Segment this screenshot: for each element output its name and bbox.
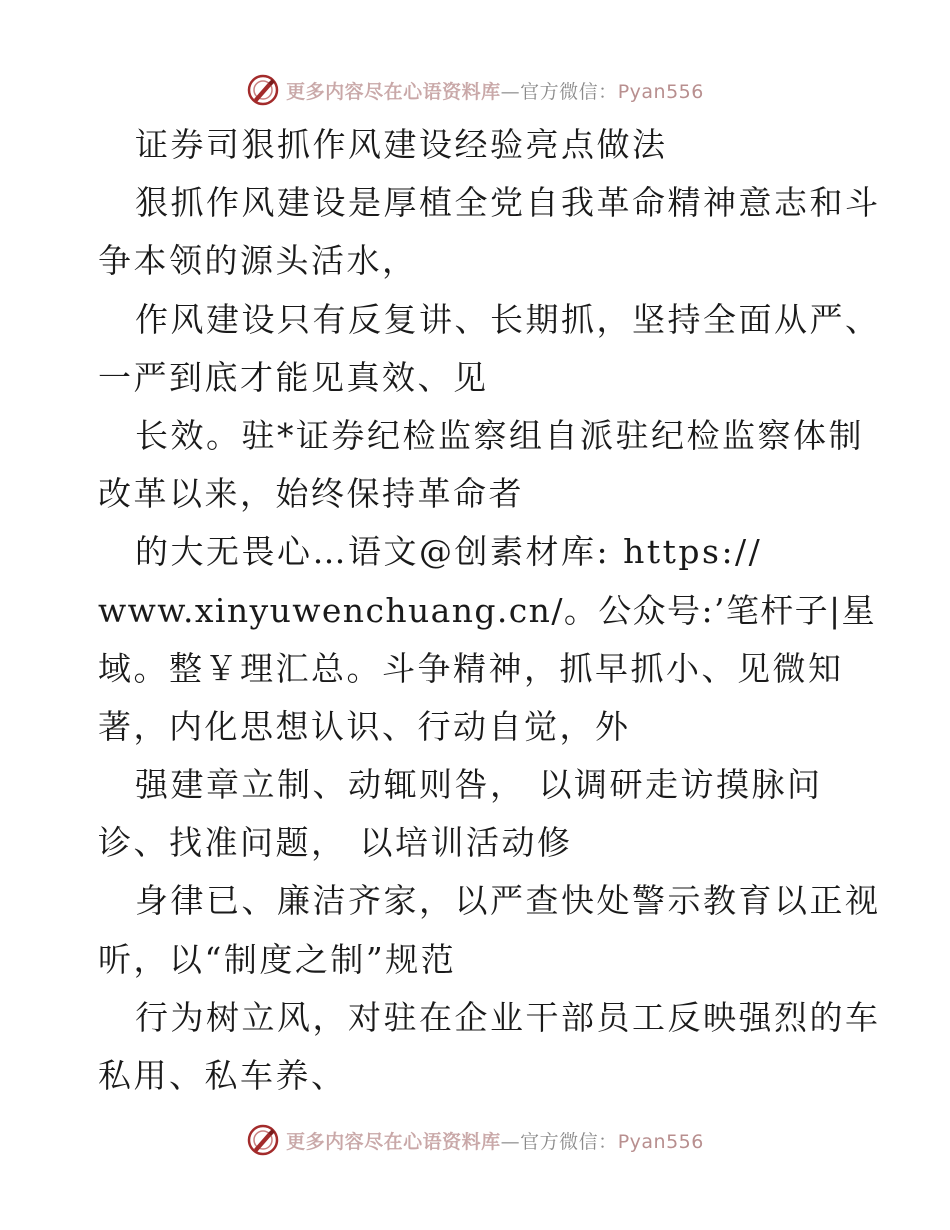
document-line: 身律已、廉洁齐家，以严查快处警示教育以正视 <box>135 881 881 921</box>
document-line: 听，以“制度之制”规范 <box>98 939 457 979</box>
document-line: 狠抓作风建设是厚植全党自我革命精神意志和斗 <box>135 183 881 223</box>
watermark-header <box>0 72 950 108</box>
watermark-text <box>286 77 704 104</box>
watermark-label: 官方微信： <box>520 80 618 103</box>
red-seal-logo-icon <box>246 1123 280 1157</box>
red-seal-logo-icon <box>246 73 280 107</box>
document-line: 作风建设只有反复讲、长期抓，坚持全面从严、 <box>135 299 881 339</box>
watermark-separator: — <box>500 80 521 103</box>
document-line: 私用、私车养、 <box>98 1056 347 1095</box>
document-line: 长效。驻*证券纪检监察组自派驻纪检监察体制 <box>135 415 864 455</box>
document-line: 行为树立风，对驻在企业干部员工反映强烈的车 <box>135 997 881 1037</box>
document-line: 的大无畏心…语文@创素材库: https:// <box>135 532 763 572</box>
watermark-wechat-id: Pyan556 <box>617 1130 704 1153</box>
watermark-separator: — <box>500 1130 521 1153</box>
watermark-main-text: 更多内容尽在心语资料库 <box>286 1130 501 1153</box>
document-line: 争本领的源头活水， <box>98 241 418 281</box>
document-line: 改革以来，始终保持革命者 <box>98 474 524 514</box>
watermark-wechat-id: Pyan556 <box>617 80 704 103</box>
watermark-text <box>286 1127 704 1154</box>
watermark-label: 官方微信： <box>520 1130 618 1153</box>
document-line: www.xinyuwenchuang.cn/。公众号:’笔杆子|星 <box>98 590 876 630</box>
document-line: 一严到底才能见真效、见 <box>98 357 489 397</box>
document-body <box>98 116 881 1105</box>
document-line: 域。整￥理汇总。斗争精神，抓早抓小、见微知 <box>98 648 844 688</box>
document-line: 强建章立制、动辄则咎， 以调研走访摸脉问 <box>135 765 823 805</box>
watermark-main-text: 更多内容尽在心语资料库 <box>286 80 501 103</box>
document-title: 证券司狠抓作风建设经验亮点做法 <box>135 125 668 164</box>
watermark-footer <box>0 1122 950 1158</box>
document-line: 著，内化思想认识、行动自觉，外 <box>98 706 631 746</box>
document-line: 诊、找准问题， 以培训活动修 <box>98 823 573 863</box>
